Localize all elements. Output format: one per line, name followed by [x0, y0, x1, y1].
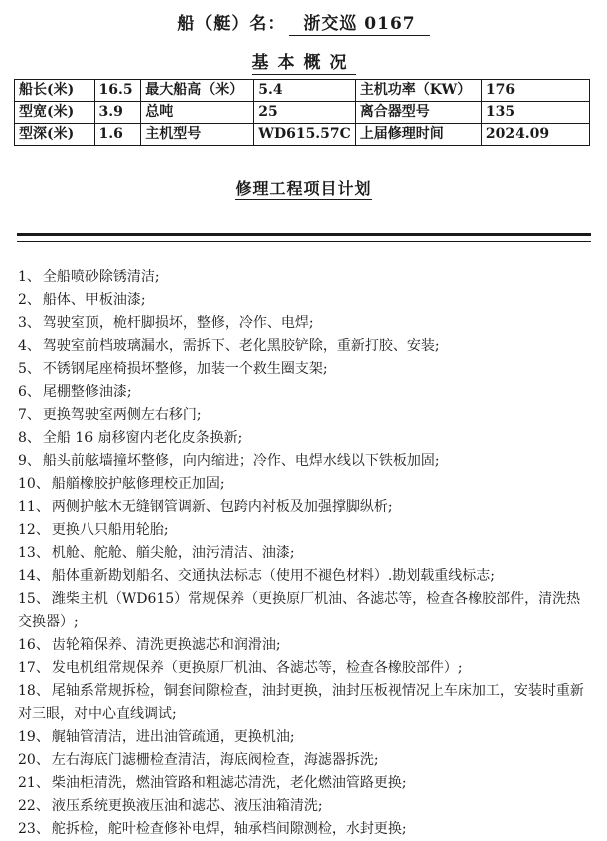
info-value-cell: 5.4: [254, 80, 356, 102]
info-table-body: [15, 80, 590, 146]
repair-item-number: 1、: [18, 269, 41, 285]
section-title: [0, 48, 607, 73]
repair-item-number: 17、: [18, 660, 50, 676]
info-label-cell: 型深(米): [15, 124, 95, 146]
repair-item: [18, 496, 592, 519]
info-value-cell: 3.9: [94, 102, 141, 124]
repair-item-number: 22、: [18, 798, 50, 814]
repair-item-text: 船头前舷墙撞坏整修，向内缩进；冷作、电焊水线以下铁板加固;: [42, 453, 440, 469]
repair-item: [18, 450, 592, 473]
plan-title-text: 修理工程项目计划: [235, 179, 372, 198]
repair-item-number: 18、: [18, 683, 50, 699]
repair-item: [18, 818, 592, 841]
plan-title: [0, 176, 607, 199]
repair-item-text: 艉轴管清洁，进出油管疏通，更换机油;: [51, 729, 295, 745]
info-label-cell: 上届修理时间: [355, 124, 481, 146]
divider-thick: [17, 233, 591, 236]
repair-item: [18, 266, 592, 289]
repair-item-text: 驾驶室前档玻璃漏水，需拆下、老化黑胶铲除，重新打胶、安装;: [42, 338, 440, 354]
info-label-cell: 总吨: [141, 102, 254, 124]
repair-item-number: 20、: [18, 752, 50, 768]
repair-item: [18, 335, 592, 358]
info-value-cell: 16.5: [94, 80, 141, 102]
repair-item-text: 尾棚整修油漆;: [42, 384, 132, 400]
repair-item-text: 全船喷砂除锈清洁;: [42, 269, 160, 285]
repair-item: [18, 542, 592, 565]
repair-item-text: 柴油柜清洗，燃油管路和粗滤芯清洗，老化燃油管路更换;: [51, 775, 407, 791]
repair-item: [18, 657, 592, 680]
repair-item-number: 7、: [18, 407, 41, 423]
repair-item-text: 船体、甲板油漆;: [42, 292, 146, 308]
info-table-row: [15, 102, 590, 124]
repair-item-number: 5、: [18, 361, 41, 377]
repair-item-number: 11、: [18, 499, 50, 515]
repair-item: [18, 795, 592, 818]
repair-item-text: 机舱、舵舱、艏尖舱，油污清洁、油漆;: [51, 545, 295, 561]
repair-item: [18, 749, 592, 772]
repair-item-number: 10、: [18, 476, 50, 492]
repair-item: [18, 588, 592, 634]
info-value-cell: 176: [481, 80, 589, 102]
repair-item-text: 驾驶室顶，桅杆脚损坏，整修，冷作、电焊;: [42, 315, 314, 331]
repair-item-text: 液压系统更换液压油和滤芯、液压油箱清洗;: [51, 798, 323, 814]
repair-item-number: 2、: [18, 292, 41, 308]
info-table-row: [15, 80, 590, 102]
info-table-row: [15, 124, 590, 146]
repair-item-number: 23、: [18, 821, 50, 837]
info-value-cell: 2024.09: [481, 124, 589, 146]
repair-item-text: 不锈钢尾座椅损坏整修，加装一个救生圈支架;: [42, 361, 328, 377]
repair-item-text: 齿轮箱保养、清洗更换滤芯和润滑油;: [51, 637, 281, 653]
repair-item: [18, 565, 592, 588]
repair-item: [18, 289, 592, 312]
repair-item-number: 21、: [18, 775, 50, 791]
basic-info-table: [14, 79, 590, 146]
repair-item-number: 19、: [18, 729, 50, 745]
info-label-cell: 型宽(米): [15, 102, 95, 124]
info-value-cell: 1.6: [94, 124, 141, 146]
info-label-cell: 离合器型号: [355, 102, 481, 124]
repair-item-number: 12、: [18, 522, 50, 538]
repair-item-text: 尾轴系常规拆检，铜套间隙检查，油封更换，油封压板视情况上车床加工，安装时重新对三眼，对中心直线调试;: [18, 683, 584, 722]
repair-item-number: 13、: [18, 545, 50, 561]
repair-item-number: 15、: [18, 591, 50, 607]
repair-item-text: 发电机组常规保养（更换原厂机油、各滤芯等，检查各橡胶部件）;: [51, 660, 463, 676]
vessel-label: 船（艇）名：: [177, 14, 286, 34]
repair-item: [18, 312, 592, 335]
repair-item-number: 3、: [18, 315, 41, 331]
repair-item-number: 9、: [18, 453, 41, 469]
repair-item-number: 4、: [18, 338, 41, 354]
section-title-text: 基本概况: [251, 53, 356, 73]
repair-item-text: 两侧护舷木无缝钢管调新、包跨内衬板及加强撑脚纵析;: [51, 499, 393, 515]
repair-item-text: 船艏橡胶护舷修理校正加固;: [51, 476, 225, 492]
info-label-cell: 主机功率（KW）: [355, 80, 481, 102]
repair-item: [18, 680, 592, 726]
divider-thin: [17, 241, 591, 242]
repair-item: [18, 473, 592, 496]
info-value-cell: 25: [254, 102, 356, 124]
repair-item-text: 潍柴主机（WD615）常规保养（更换原厂机油、各滤芯等，检查各橡胶部件，清洗热交换器）;: [18, 591, 581, 630]
info-label-cell: 主机型号: [141, 124, 254, 146]
repair-item-text: 舵拆检，舵叶检查修补电焊，轴承档间隙测检，水封更换;: [51, 821, 407, 837]
repair-item-text: 左右海底门滤栅检查清洁，海底阀检查，海滤器拆洗;: [51, 752, 379, 768]
repair-item-text: 船体重新勘划船名、交通执法标志（使用不褪色材料）.勘划载重线标志;: [51, 568, 495, 584]
info-value-cell: WD615.57C: [254, 124, 356, 146]
repair-item-text: 更换驾驶室两侧左右移门;: [42, 407, 202, 423]
vessel-name: 浙交巡 0167: [289, 9, 429, 36]
repair-item: [18, 634, 592, 657]
repair-item: [18, 404, 592, 427]
repair-item-text: 更换八只船用轮胎;: [51, 522, 169, 538]
repair-item-number: 8、: [18, 430, 41, 446]
info-value-cell: 135: [481, 102, 589, 124]
info-label-cell: 船长(米): [15, 80, 95, 102]
repair-item: [18, 519, 592, 542]
repair-items-list: [18, 266, 592, 841]
info-label-cell: 最大船高（米）: [141, 80, 254, 102]
repair-item-text: 全船 16 扇移窗内老化皮条换新;: [42, 430, 243, 446]
repair-item-number: 14、: [18, 568, 50, 584]
repair-item-number: 6、: [18, 384, 41, 400]
repair-item: [18, 726, 592, 749]
repair-item-number: 16、: [18, 637, 50, 653]
repair-item: [18, 358, 592, 381]
repair-item: [18, 772, 592, 795]
repair-item: [18, 427, 592, 450]
repair-item: [18, 381, 592, 404]
vessel-name-line: [0, 9, 607, 36]
